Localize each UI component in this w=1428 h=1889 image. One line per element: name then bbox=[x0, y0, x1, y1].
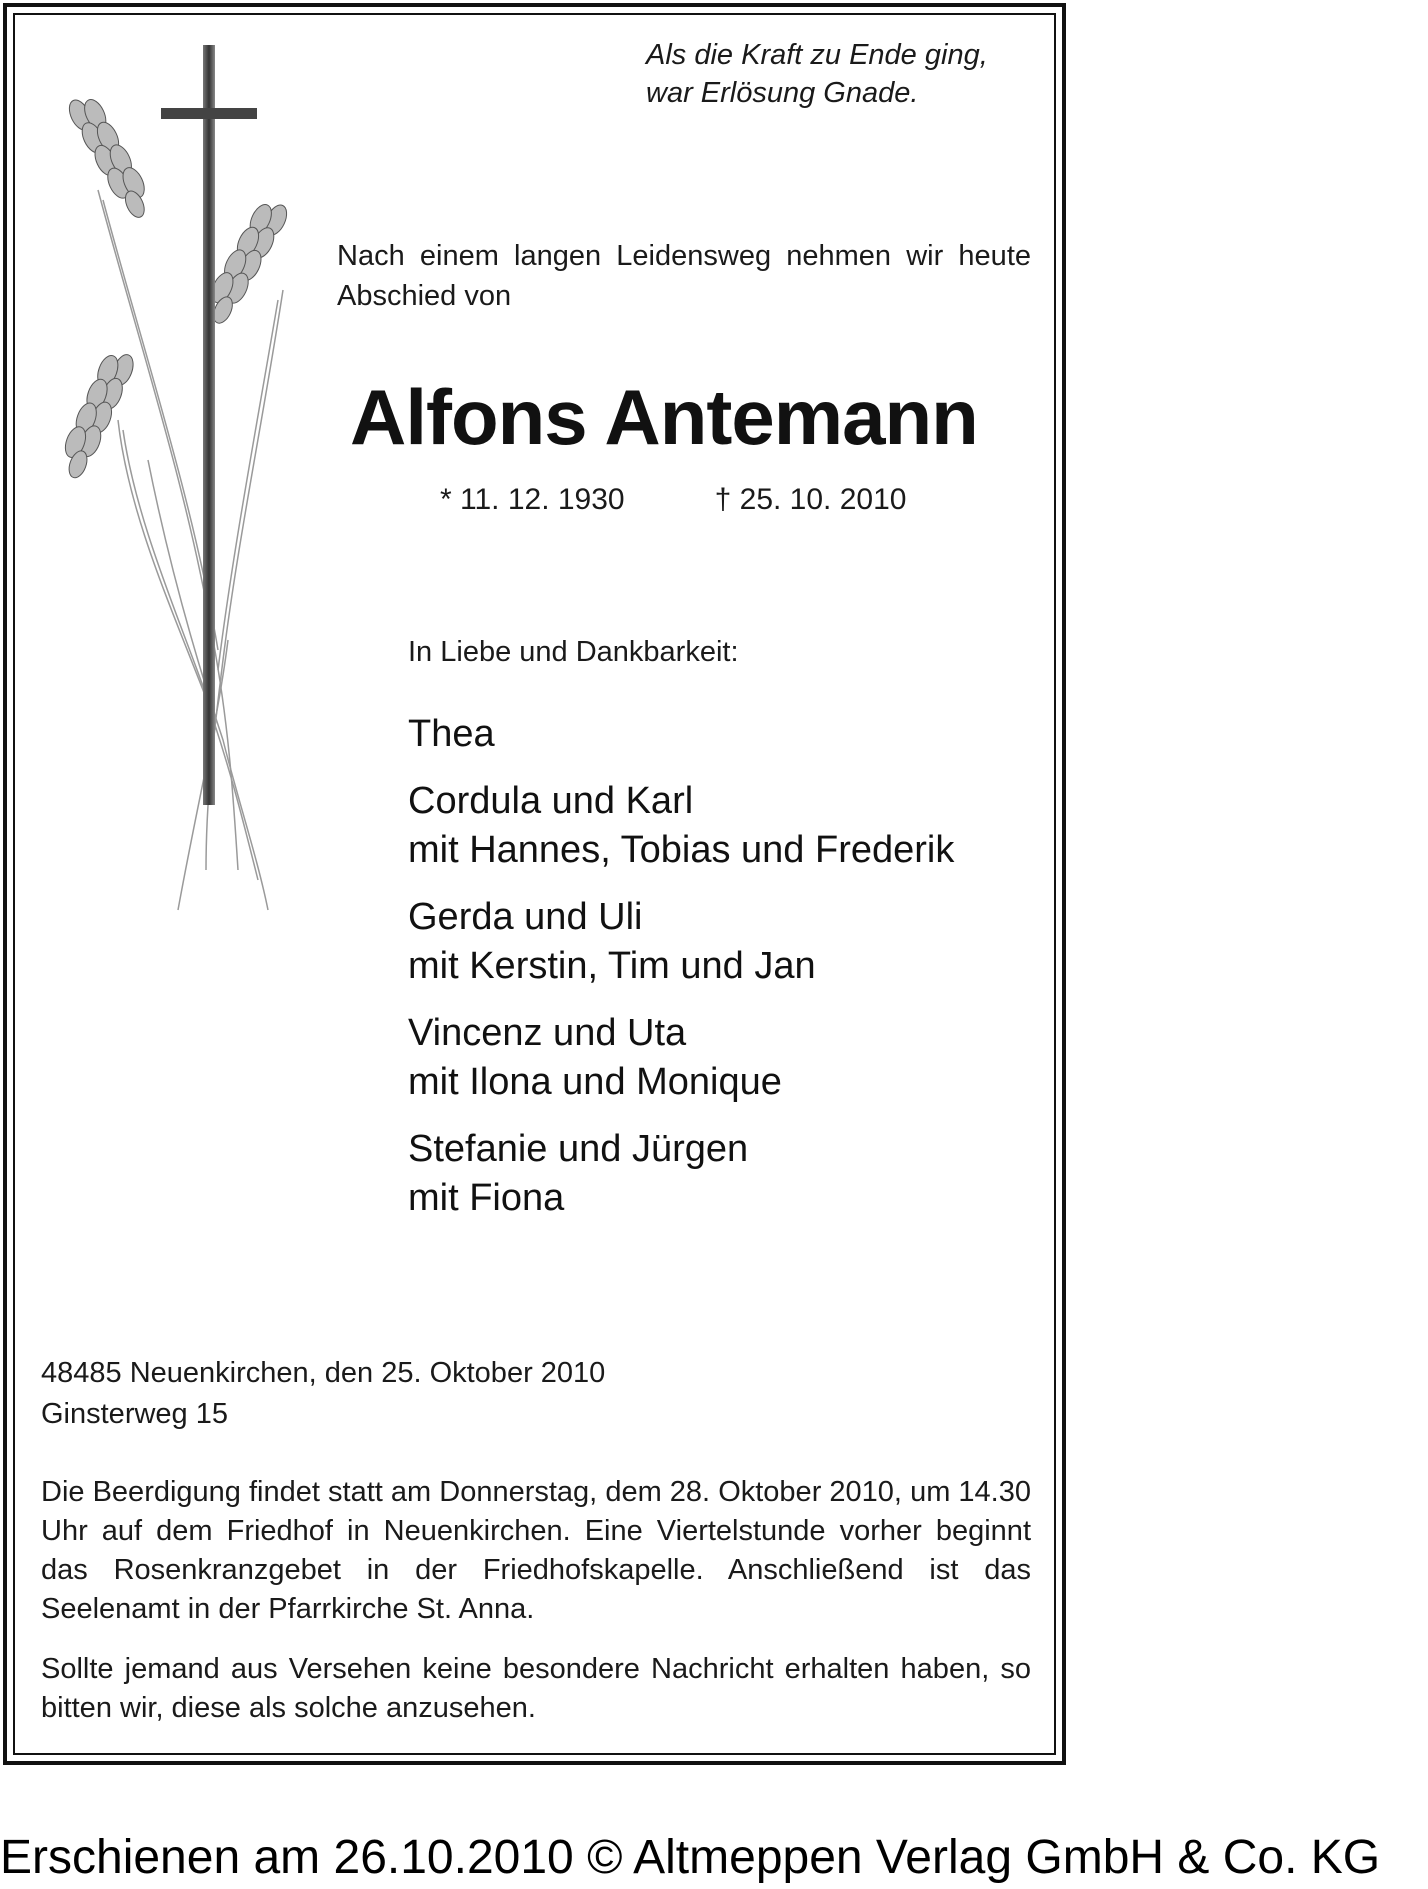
family-line: Stefanie und Jürgen bbox=[408, 1128, 749, 1170]
cross-with-wheat-icon bbox=[28, 40, 298, 920]
family-line: Gerda und Uli bbox=[408, 896, 643, 938]
family-line: Thea bbox=[408, 713, 495, 755]
intro-text: Nach einem langen Leidensweg nehmen wir heute Abschied von bbox=[337, 240, 1031, 312]
birth-date: * 11. 12. 1930 bbox=[440, 483, 625, 516]
family-line: Vincenz und Uta bbox=[408, 1012, 687, 1054]
death-date: † 25. 10. 2010 bbox=[714, 483, 907, 516]
address-line-1: 48485 Neuenkirchen, den 25. Oktober 2010 bbox=[41, 1357, 606, 1389]
family-group bbox=[408, 893, 1048, 991]
address-line-2: Ginsterweg 15 bbox=[41, 1398, 228, 1430]
family-line: mit Kerstin, Tim und Jan bbox=[408, 945, 816, 987]
family-group bbox=[408, 1009, 1048, 1107]
family-line: mit Hannes, Tobias und Frederik bbox=[408, 829, 955, 871]
motto-line-2: war Erlösung Gnade. bbox=[646, 77, 919, 109]
life-dates bbox=[440, 480, 906, 520]
publication-footer: Erschienen am 26.10.2010 © Altmeppen Verlag GmbH & Co. KG bbox=[0, 1831, 1381, 1884]
dank-heading: In Liebe und Dankbarkeit: bbox=[408, 636, 739, 668]
family-line: mit Fiona bbox=[408, 1177, 565, 1219]
motto-line-1: Als die Kraft zu Ende ging, bbox=[646, 39, 988, 71]
family-group bbox=[408, 1125, 1048, 1223]
deceased-name: Alfons Antemann bbox=[350, 373, 978, 461]
family-line: Cordula und Karl bbox=[408, 780, 694, 822]
funeral-details: Die Beerdigung findet statt am Donnerstag, dem 28. Oktober 2010, um 14.30 Uhr auf dem Friedhof in Neuenkirchen. Eine Viertelstunde vorher beginnt das Rosenkranzgebet in der Friedhofskapelle. Anschließend ist das Seelenamt in der Pfarrkirche St. Anna. bbox=[41, 1476, 1031, 1625]
family-line: mit Ilona und Monique bbox=[408, 1061, 782, 1103]
family-group bbox=[408, 710, 1048, 759]
family-list bbox=[408, 710, 1048, 1241]
notice-text: Sollte jemand aus Versehen keine besondere Nachricht erhalten haben, so bitten wir, diese als solche anzusehen. bbox=[41, 1653, 1031, 1724]
address-block bbox=[41, 1353, 605, 1435]
family-group bbox=[408, 777, 1048, 875]
motto bbox=[646, 36, 1066, 112]
